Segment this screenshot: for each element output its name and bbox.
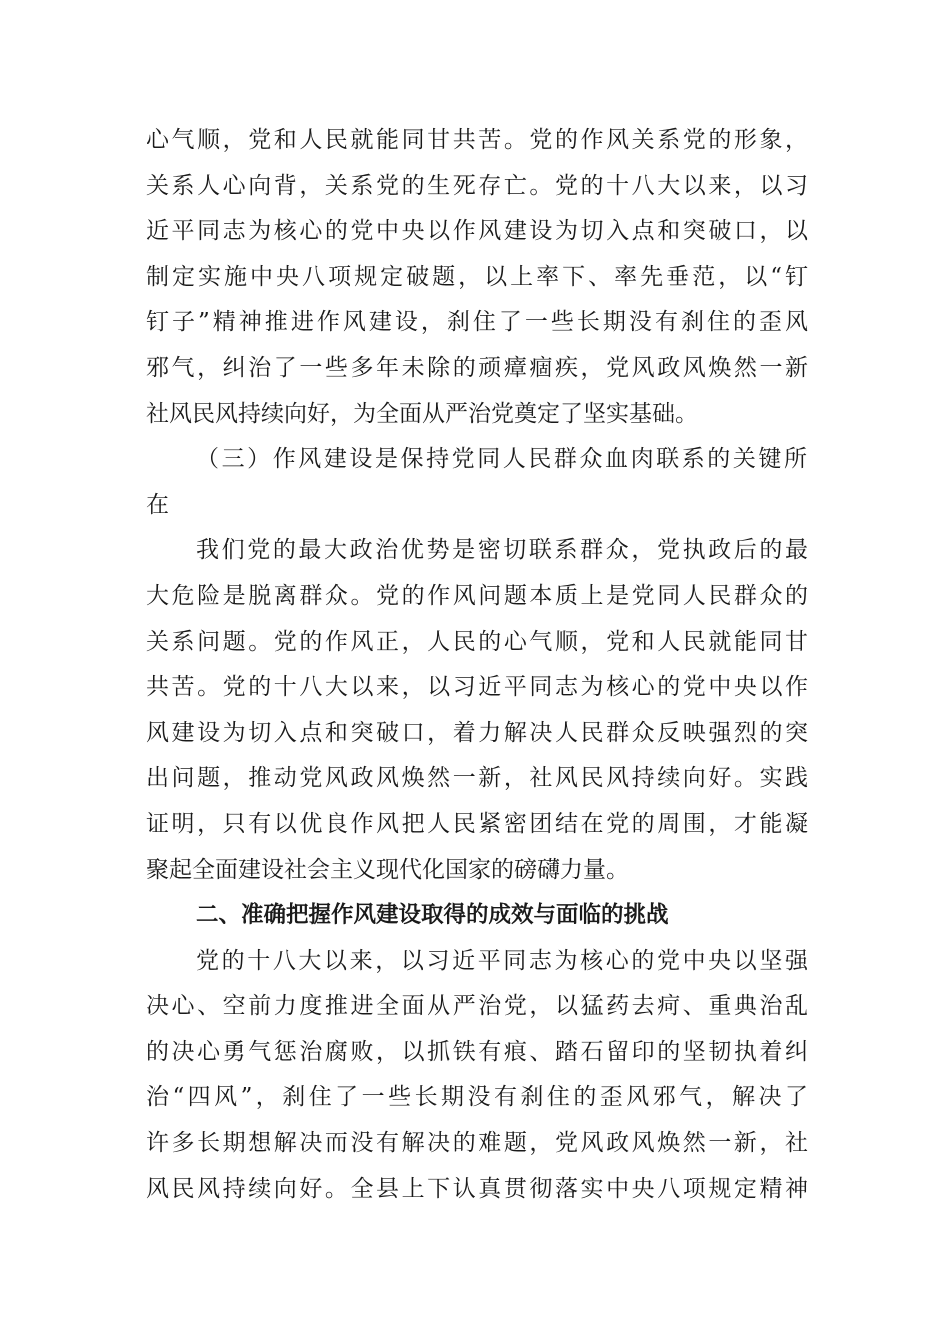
text-line: 聚起全面建设社会主义现代化国家的磅礴力量。 xyxy=(146,856,629,883)
text-line: 风民风持续向好。全县上下认真贯彻落实中央八项规定精神 xyxy=(146,1175,808,1202)
document-page xyxy=(146,118,808,1212)
text-line: 共苦。党的十八大以来，以习近平同志为核心的党中央以作 xyxy=(146,674,808,701)
text-line: 大危险是脱离群众。党的作风问题本质上是党同人民群众的 xyxy=(146,582,808,609)
text-line: 许多长期想解决而没有解决的难题，党风政风焕然一新，社 xyxy=(146,1130,808,1157)
text-line: 我们党的最大政治优势是密切联系群众，党执政后的最 xyxy=(196,537,808,564)
text-line: 的决心勇气惩治腐败，以抓铁有痕、踏石留印的坚韧执着纠 xyxy=(146,1038,808,1065)
text-line: 证明，只有以优良作风把人民紧密团结在党的周围，才能凝 xyxy=(146,810,808,837)
paragraph xyxy=(146,528,808,893)
text-line: 邪气，纠治了一些多年未除的顽瘴痼疾，党风政风焕然一新 xyxy=(146,354,808,381)
text-line: 心气顺，党和人民就能同甘共苦。党的作风关系党的形象， xyxy=(146,127,808,153)
text-line: 关系人心向背，关系党的生死存亡。党的十八大以来，以习 xyxy=(146,172,808,199)
text-line: 出问题，推动党风政风焕然一新，社风民风持续向好。实践 xyxy=(146,765,808,792)
text-line: 关系问题。党的作风正，人民的心气顺，党和人民就能同甘 xyxy=(146,628,808,655)
subheading-line: 在 xyxy=(146,491,170,518)
text-line: 风建设为切入点和突破口，着力解决人民群众反映强烈的突 xyxy=(146,719,808,746)
text-line: 近平同志为核心的党中央以作风建设为切入点和突破口，以 xyxy=(146,218,808,245)
section-subheading xyxy=(146,437,808,528)
text-line: 治“四风”，刹住了一些长期没有刹住的歪风邪气，解决了 xyxy=(146,1084,808,1111)
text-line: 制定实施中央八项规定破题，以上率下、率先垂范，以“钉 xyxy=(146,263,808,290)
text-line: 决心、空前力度推进全面从严治党，以猛药去疴、重典治乱 xyxy=(146,993,808,1020)
subheading-line: （三）作风建设是保持党同人民群众血肉联系的关键所 xyxy=(196,446,808,473)
text-line: 党的十八大以来，以习近平同志为核心的党中央以坚强 xyxy=(196,947,808,974)
section-heading: 二、准确把握作风建设取得的成效与面临的挑战 xyxy=(196,902,669,929)
text-line: 社风民风持续向好，为全面从严治党奠定了坚实基础。 xyxy=(146,400,698,427)
paragraph xyxy=(146,939,808,1213)
text-line: 钉子”精神推进作风建设，刹住了一些长期没有刹住的歪风 xyxy=(146,309,808,336)
paragraph-continuation xyxy=(146,118,808,437)
